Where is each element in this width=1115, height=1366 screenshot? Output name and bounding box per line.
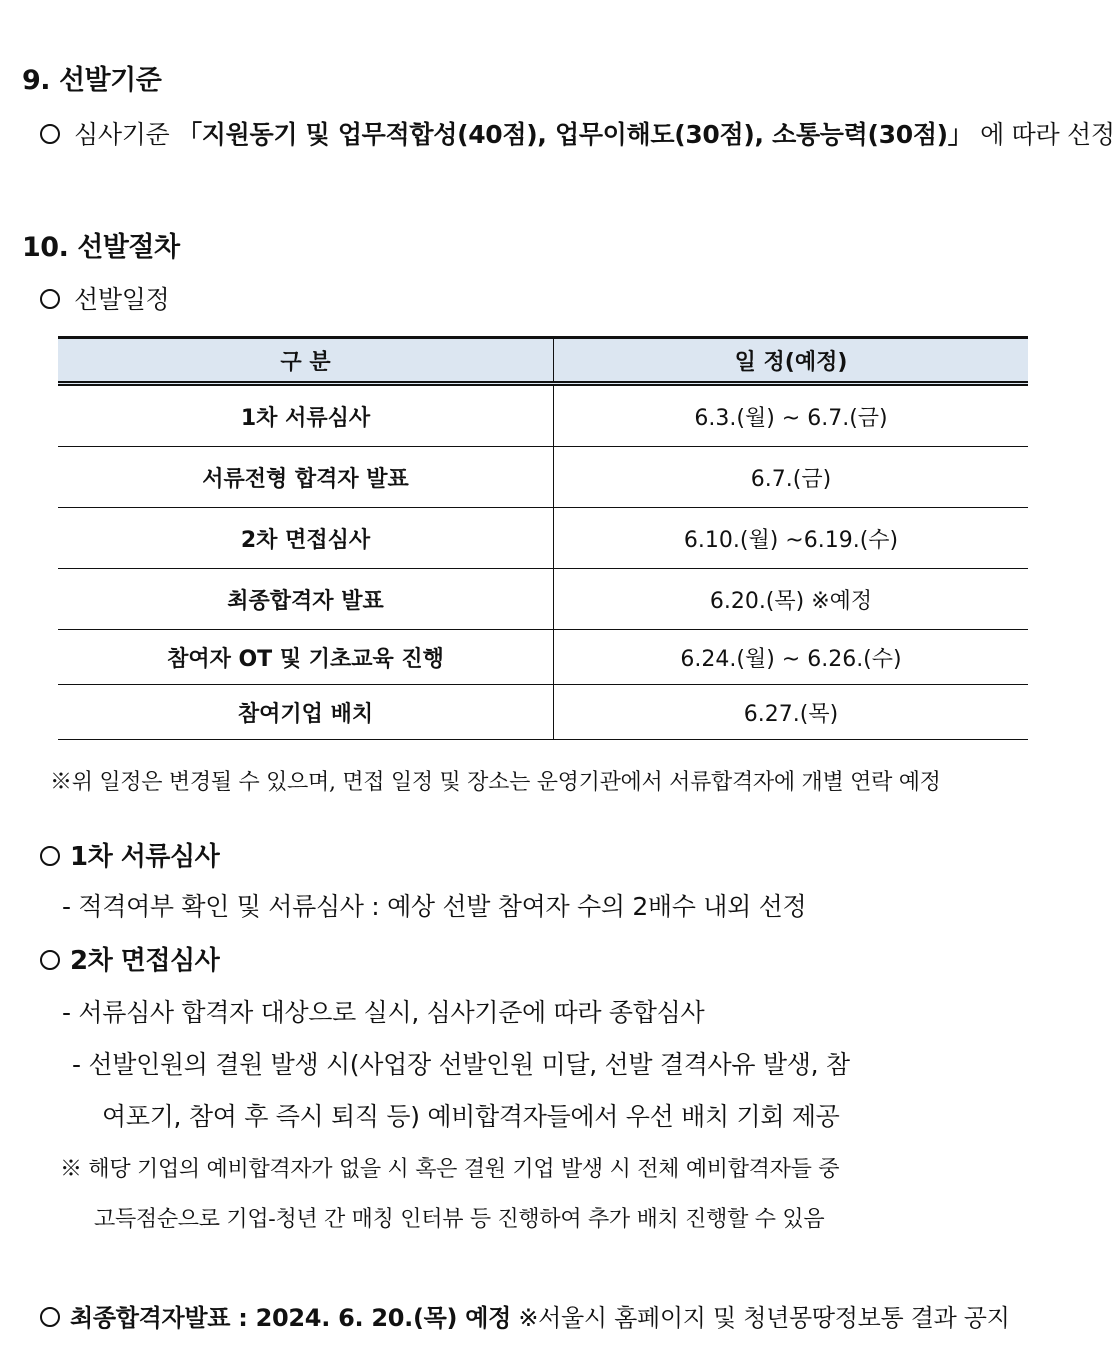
schedule-label: 선발일정 (74, 285, 170, 314)
table-header-row (58, 338, 1028, 384)
row-date: 6.27.(목) (554, 685, 1029, 740)
stage1-title-line (40, 836, 219, 873)
stage2-title: 2차 면접심사 (70, 946, 220, 976)
row-category: 최종합격자 발표 (58, 569, 554, 630)
header-category: 구 분 (58, 338, 554, 384)
criteria-suffix: 에 따라 선정 (972, 120, 1115, 149)
table-row (58, 630, 1028, 685)
stage1-title: 1차 서류심사 (70, 842, 220, 872)
stage2-title-line (40, 940, 219, 977)
selection-schedule-table (58, 336, 1028, 740)
row-category: 참여기업 배치 (58, 685, 554, 740)
schedule-note: ※위 일정은 변경될 수 있으며, 면접 일정 및 장소는 운영기관에서 서류합격자에 개별 연락 예정 (50, 770, 941, 795)
table-row (58, 447, 1028, 508)
row-date: 6.7.(금) (554, 447, 1029, 508)
row-category: 참여자 OT 및 기초교육 진행 (58, 630, 554, 685)
header-schedule: 일 정(예정) (554, 338, 1029, 384)
final-announcement-line (40, 1298, 1010, 1333)
circle-bullet-icon (40, 124, 60, 144)
row-category: 서류전형 합격자 발표 (58, 447, 554, 508)
circle-bullet-icon (40, 1307, 60, 1327)
row-date: 6.3.(월) ~ 6.7.(금) (554, 384, 1029, 447)
row-category: 1차 서류심사 (58, 384, 554, 447)
row-category: 2차 면접심사 (58, 508, 554, 569)
stage2-note-line-2: 고득점순으로 기업-청년 간 매칭 인터뷰 등 진행하여 추가 배치 진행할 수 있음 (94, 1207, 825, 1232)
table-row (58, 569, 1028, 630)
final-announcement-note: ※서울시 홈페이지 및 청년몽땅정보통 결과 공지 (511, 1304, 1010, 1332)
stage2-note-line-1: ※ 해당 기업의 예비합격자가 없을 시 혹은 결원 기업 발생 시 전체 예비합격자들 중 (60, 1157, 840, 1182)
row-date: 6.10.(월) ~6.19.(수) (554, 508, 1029, 569)
section-10-heading: 10. 선발절차 (22, 232, 180, 263)
selection-criteria-line (40, 115, 1115, 151)
table-row (58, 685, 1028, 740)
row-date: 6.24.(월) ~ 6.26.(수) (554, 630, 1029, 685)
final-announcement-date: 최종합격자발표 : 2024. 6. 20.(목) 예정 (70, 1304, 511, 1332)
stage1-item: - 적격여부 확인 및 서류심사 : 예상 선발 참여자 수의 2배수 내외 선정 (62, 892, 807, 921)
circle-bullet-icon (40, 846, 60, 866)
circle-bullet-icon (40, 289, 60, 309)
circle-bullet-icon (40, 950, 60, 970)
section-9-heading: 9. 선발기준 (22, 65, 162, 96)
stage2-item-2-line-2: 여포기, 참여 후 즉시 퇴직 등) 예비합격자들에서 우선 배치 기회 제공 (102, 1102, 840, 1131)
stage2-item-1: - 서류심사 합격자 대상으로 실시, 심사기준에 따라 종합심사 (62, 998, 705, 1027)
criteria-prefix: 심사기준 (74, 120, 178, 149)
stage2-item-2-line-1: - 선발인원의 결원 발생 시(사업장 선발인원 미달, 선발 결격사유 발생, 참 (72, 1050, 850, 1079)
table-row (58, 384, 1028, 447)
criteria-items: 「지원동기 및 업무적합성(40점), 업무이해도(30점), 소통능력(30점)」 (177, 120, 973, 149)
row-date: 6.20.(목) ※예정 (554, 569, 1029, 630)
table-row (58, 508, 1028, 569)
schedule-label-line (40, 280, 169, 316)
